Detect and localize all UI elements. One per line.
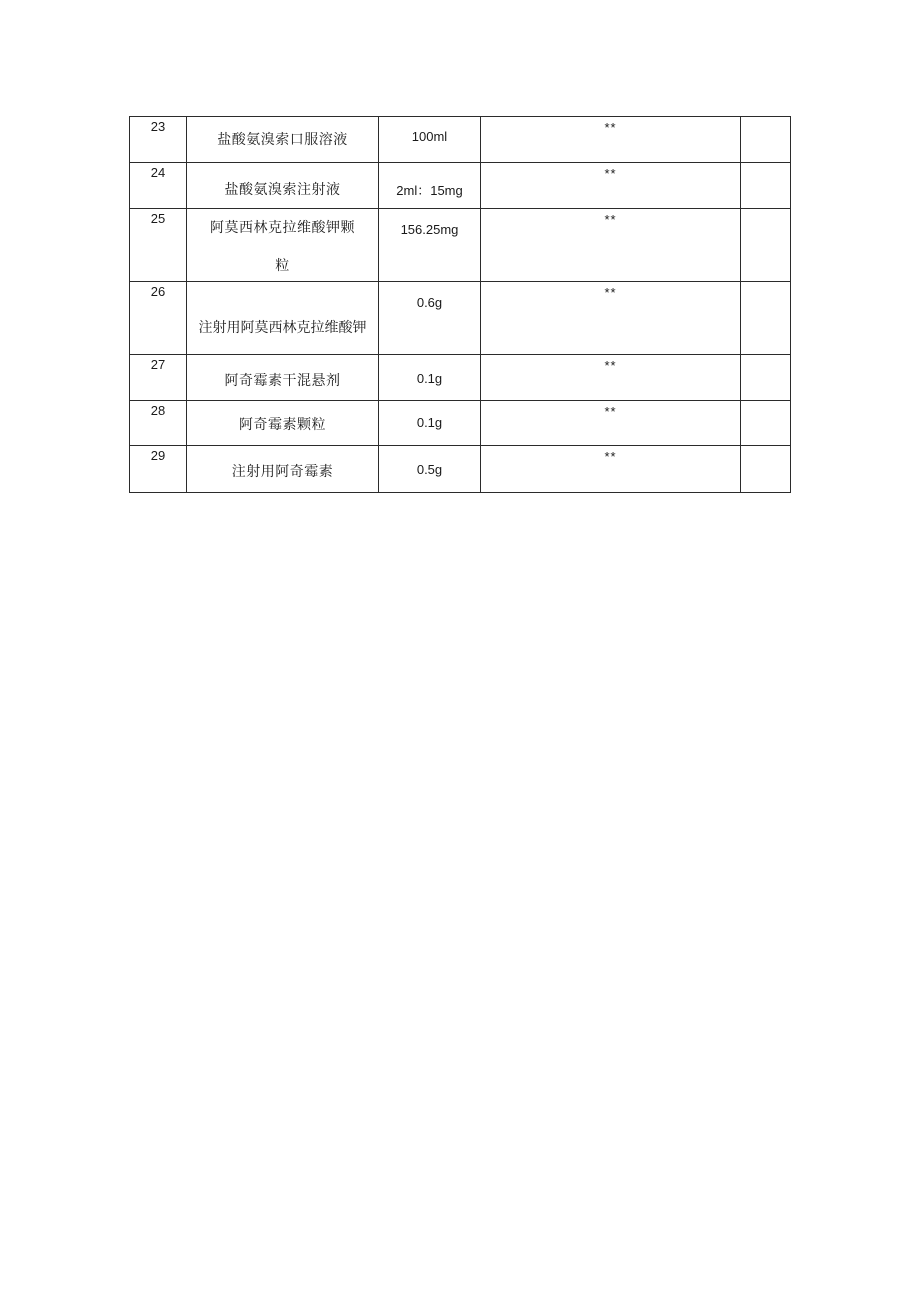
extra-cell: [741, 209, 791, 282]
table-row: [130, 355, 791, 401]
extra-cell: [741, 355, 791, 401]
row-number: 23: [150, 119, 166, 134]
row-number-cell: [130, 163, 187, 209]
row-number: 26: [150, 284, 166, 299]
row-number: 24: [150, 165, 166, 180]
drug-spec: 0.6g: [416, 295, 443, 310]
drug-name: 注射用阿莫西林克拉维酸钾: [198, 320, 367, 336]
table-row: [130, 209, 791, 282]
drug-name-cell: [187, 163, 379, 209]
spec-cell: [379, 401, 481, 446]
mark-text: **: [604, 212, 617, 227]
row-number: 25: [150, 211, 166, 226]
drug-name-cell: [187, 401, 379, 446]
mark-text: **: [604, 404, 617, 419]
drug-spec: 100ml: [411, 129, 448, 144]
spec-cell: [379, 209, 481, 282]
drug-name-cell: [187, 446, 379, 493]
drug-name: 阿奇霉素颗粒: [239, 417, 326, 433]
drug-table: [129, 116, 791, 493]
drug-spec: 2ml：15mg: [396, 183, 463, 198]
drug-name: 盐酸氨溴索口服溶液: [217, 132, 348, 148]
extra-cell: [741, 163, 791, 209]
mark-text: **: [604, 449, 617, 464]
row-number-cell: [130, 117, 187, 163]
row-number-cell: [130, 355, 187, 401]
drug-spec: 0.1g: [416, 371, 443, 386]
drug-spec: 156.25mg: [400, 222, 459, 237]
row-number: 28: [150, 403, 166, 418]
mark-cell: [481, 446, 741, 493]
mark-cell: [481, 117, 741, 163]
drug-name-line-1: 阿莫西林克拉维酸钾颗: [210, 220, 355, 236]
table-row: [130, 401, 791, 446]
drug-name-cell: [187, 355, 379, 401]
row-number-cell: [130, 401, 187, 446]
mark-cell: [481, 163, 741, 209]
row-number: 27: [150, 357, 166, 372]
mark-text: **: [604, 120, 617, 135]
row-number-cell: [130, 282, 187, 355]
row-number: 29: [150, 448, 166, 463]
table-row: [130, 282, 791, 355]
spec-cell: [379, 446, 481, 493]
spec-cell: [379, 282, 481, 355]
table-row: [130, 117, 791, 163]
spec-cell: [379, 163, 481, 209]
mark-text: **: [604, 166, 617, 181]
extra-cell: [741, 282, 791, 355]
drug-name: 阿奇霉素干混悬剂: [224, 373, 341, 389]
spec-cell: [379, 117, 481, 163]
drug-spec: 0.5g: [416, 462, 443, 477]
drug-name: 盐酸氨溴索注射液: [224, 182, 341, 198]
drug-spec: 0.1g: [416, 415, 443, 430]
mark-cell: [481, 282, 741, 355]
row-number-cell: [130, 446, 187, 493]
mark-cell: [481, 209, 741, 282]
extra-cell: [741, 446, 791, 493]
mark-text: **: [604, 285, 617, 300]
extra-cell: [741, 401, 791, 446]
spec-cell: [379, 355, 481, 401]
drug-name-cell: [187, 209, 379, 282]
drug-name-cell: [187, 282, 379, 355]
drug-name-line-2: 粒: [275, 258, 290, 274]
mark-cell: [481, 355, 741, 401]
row-number-cell: [130, 209, 187, 282]
extra-cell: [741, 117, 791, 163]
table-row: [130, 446, 791, 493]
mark-text: **: [604, 358, 617, 373]
mark-cell: [481, 401, 741, 446]
table-row: [130, 163, 791, 209]
drug-name: 注射用阿奇霉素: [231, 464, 334, 480]
drug-name-cell: [187, 117, 379, 163]
